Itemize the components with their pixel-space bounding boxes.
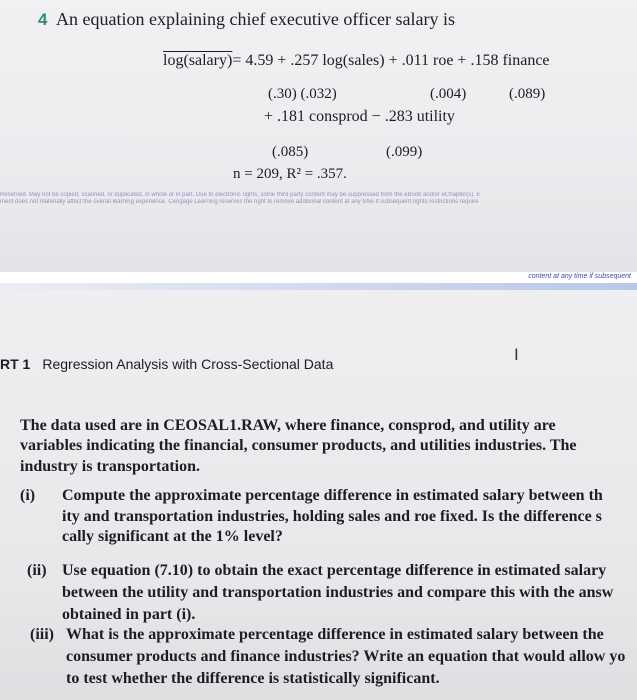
std-errors-2a: (.085) [272, 144, 309, 160]
question-intro: An equation explaining chief executive officer salary is [56, 9, 456, 29]
copyright-notice-line-2: ment does not materially affect the overall learning experience. Cengage Learning reserves the right to remove additional content at any time if subsequent rights restrictions require [0, 199, 479, 205]
textbook-excerpt-top [0, 0, 637, 272]
text-cursor-icon: I [514, 345, 519, 364]
body-line-1: The data used are in CEOSAL1.RAW, where finance, consprod, and utility are [20, 417, 556, 434]
question-number: 4 [38, 10, 48, 29]
copyright-notice-line-1: Reserved. May not be copied, scanned, or duplicated, in whole or in part. Due to electronic rights, some third party content may be suppressed from the eBook and/or eChapter(s). E [0, 192, 481, 198]
chapter-title: Regression Analysis with Cross-Sectional Data [42, 356, 334, 372]
part-ii-label: (ii) [27, 562, 47, 579]
part-ii-line-2: between the utility and transportation industries and compare this with the answ [62, 584, 614, 601]
std-errors-1c: (.089) [509, 86, 546, 102]
equation-line-2: + .181 consprod − .283 utility [264, 108, 455, 125]
part-i-line-2: ity and transportation industries, holding sales and roe fixed. Is the difference s [62, 508, 602, 525]
blue-strip [0, 283, 637, 290]
body-line-2: variables indicating the financial, consumer products, and utilities industries. The [20, 437, 577, 454]
part-iii-line-1: What is the approximate percentage difference in estimated salary between the [66, 626, 604, 643]
chapter-prefix: RT 1 [0, 356, 31, 372]
part-ii-line-3: obtained in part (i). [62, 606, 196, 623]
equation-line-1 [163, 52, 550, 70]
chapter-header [0, 356, 333, 372]
part-iii-line-3: to test whether the difference is statistically significant. [66, 670, 440, 687]
strip-text: content at any time if subsequent [528, 273, 631, 280]
part-i-label: (i) [20, 487, 36, 504]
equation-lhs: log(salary) [163, 52, 233, 69]
part-iii-line-2: consumer products and finance industries? Write an equation that would allow yo [66, 648, 626, 665]
part-i-line-1: Compute the approximate percentage difference in estimated salary between th [62, 487, 603, 504]
part-iii-label: (iii) [30, 626, 54, 643]
part-i-line-3: cally significant at the 1% level? [62, 528, 283, 545]
regression-stats: n = 209, R² = .357. [233, 166, 347, 182]
part-ii-line-1: Use equation (7.10) to obtain the exact percentage difference in estimated salary [62, 562, 607, 579]
body-line-3: industry is transportation. [20, 458, 201, 475]
equation-rhs: = 4.59 + .257 log(sales) + .011 roe + .158 finance [232, 52, 550, 69]
std-errors-2b: (.099) [386, 144, 423, 160]
std-errors-1a: (.30) (.032) [268, 86, 337, 102]
std-errors-1b: (.004) [430, 86, 467, 102]
